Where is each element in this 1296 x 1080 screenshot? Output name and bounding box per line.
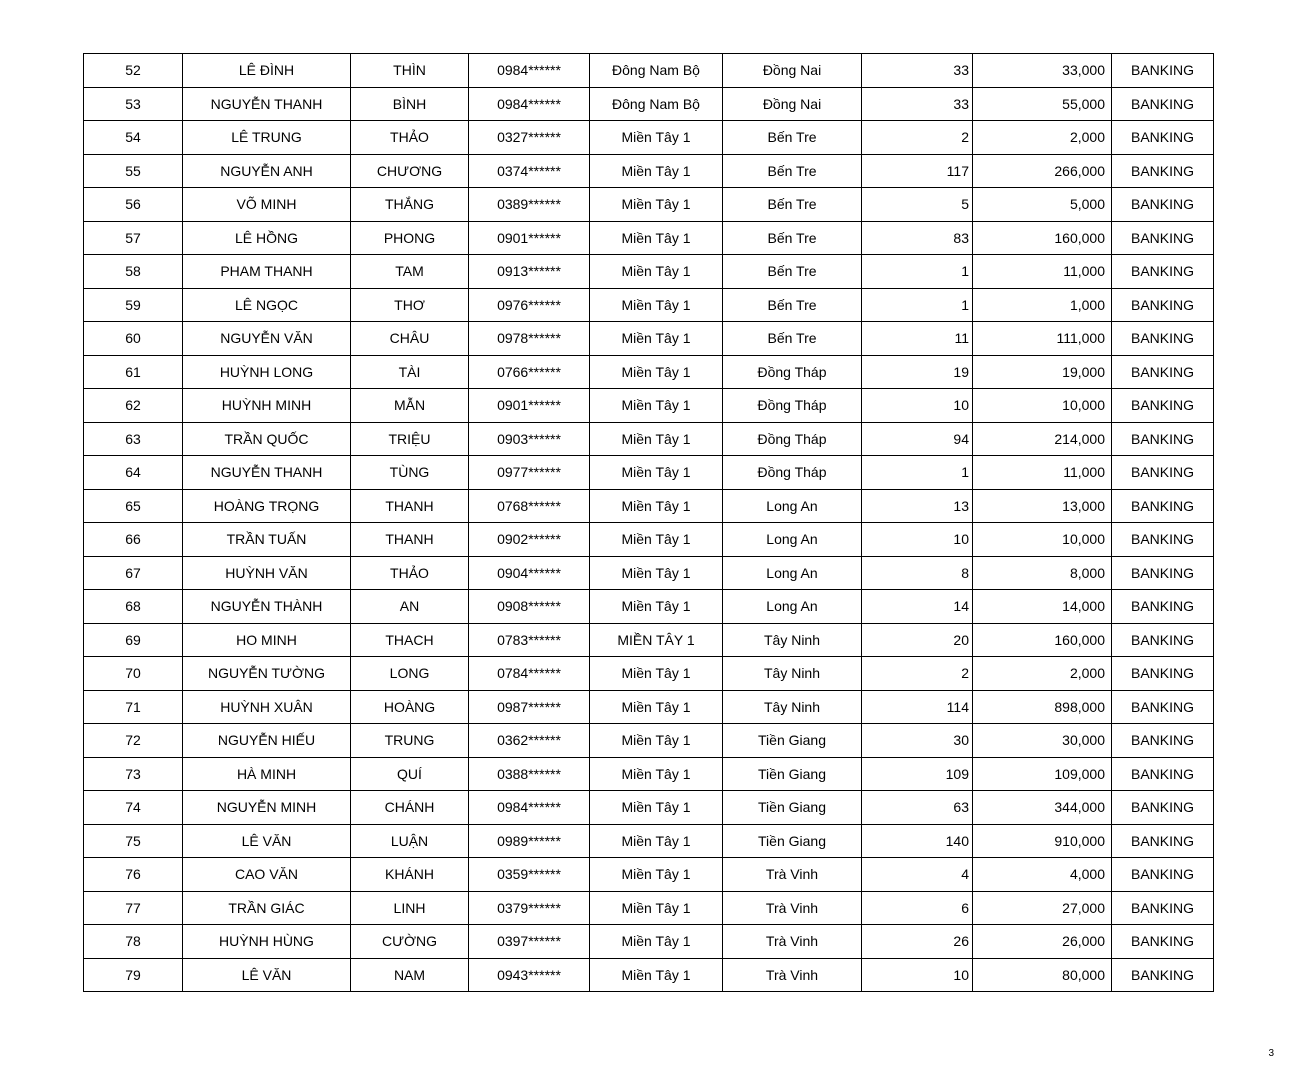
- last-middle-name-cell: LÊ HỒNG: [183, 221, 351, 255]
- row-index-cell: 70: [84, 657, 183, 691]
- last-middle-name-cell: HUỲNH XUÂN: [183, 690, 351, 724]
- last-middle-name-cell: HUỲNH LONG: [183, 355, 351, 389]
- province-cell: Trà Vinh: [723, 925, 862, 959]
- region-cell: Miền Tây 1: [590, 958, 723, 992]
- phone-cell: 0389******: [469, 188, 590, 222]
- first-name-cell: PHONG: [351, 221, 469, 255]
- amount-cell: 5,000: [973, 188, 1112, 222]
- phone-cell: 0397******: [469, 925, 590, 959]
- row-index-cell: 52: [84, 54, 183, 88]
- last-middle-name-cell: NGUYỄN HIẾU: [183, 724, 351, 758]
- amount-cell: 214,000: [973, 422, 1112, 456]
- amount-cell: 14,000: [973, 590, 1112, 624]
- province-cell: Trà Vinh: [723, 891, 862, 925]
- quantity-cell: 10: [862, 958, 973, 992]
- last-middle-name-cell: HOÀNG TRỌNG: [183, 489, 351, 523]
- phone-cell: 0987******: [469, 690, 590, 724]
- first-name-cell: TRUNG: [351, 724, 469, 758]
- quantity-cell: 1: [862, 255, 973, 289]
- row-index-cell: 59: [84, 288, 183, 322]
- amount-cell: 26,000: [973, 925, 1112, 959]
- province-cell: Trà Vinh: [723, 858, 862, 892]
- phone-cell: 0984******: [469, 87, 590, 121]
- row-index-cell: 78: [84, 925, 183, 959]
- first-name-cell: LUẬN: [351, 824, 469, 858]
- province-cell: Tiền Giang: [723, 824, 862, 858]
- province-cell: Tây Ninh: [723, 690, 862, 724]
- payment-method-cell: BANKING: [1112, 757, 1214, 791]
- quantity-cell: 117: [862, 154, 973, 188]
- phone-cell: 0388******: [469, 757, 590, 791]
- amount-cell: 160,000: [973, 623, 1112, 657]
- last-middle-name-cell: NGUYỄN THANH: [183, 456, 351, 490]
- province-cell: Long An: [723, 556, 862, 590]
- amount-cell: 8,000: [973, 556, 1112, 590]
- last-middle-name-cell: TRẦN TUẤN: [183, 523, 351, 557]
- row-index-cell: 63: [84, 422, 183, 456]
- region-cell: Miền Tây 1: [590, 154, 723, 188]
- quantity-cell: 14: [862, 590, 973, 624]
- last-middle-name-cell: TRẦN GIÁC: [183, 891, 351, 925]
- payment-method-cell: BANKING: [1112, 188, 1214, 222]
- first-name-cell: MẪN: [351, 389, 469, 423]
- first-name-cell: CHÁNH: [351, 791, 469, 825]
- payment-method-cell: BANKING: [1112, 489, 1214, 523]
- amount-cell: 898,000: [973, 690, 1112, 724]
- first-name-cell: CHÂU: [351, 322, 469, 356]
- amount-cell: 27,000: [973, 891, 1112, 925]
- phone-cell: 0362******: [469, 724, 590, 758]
- payment-method-cell: BANKING: [1112, 623, 1214, 657]
- row-index-cell: 68: [84, 590, 183, 624]
- region-cell: Đông Nam Bộ: [590, 54, 723, 88]
- table-row: [84, 221, 1214, 255]
- first-name-cell: THẢO: [351, 121, 469, 155]
- province-cell: Tiền Giang: [723, 757, 862, 791]
- phone-cell: 0984******: [469, 791, 590, 825]
- first-name-cell: THÌN: [351, 54, 469, 88]
- region-cell: Miền Tây 1: [590, 657, 723, 691]
- amount-cell: 11,000: [973, 456, 1112, 490]
- last-middle-name-cell: LÊ ĐÌNH: [183, 54, 351, 88]
- table-row: [84, 389, 1214, 423]
- row-index-cell: 62: [84, 389, 183, 423]
- quantity-cell: 94: [862, 422, 973, 456]
- table-row: [84, 489, 1214, 523]
- province-cell: Tây Ninh: [723, 623, 862, 657]
- region-cell: Miền Tây 1: [590, 322, 723, 356]
- quantity-cell: 83: [862, 221, 973, 255]
- payment-method-cell: BANKING: [1112, 456, 1214, 490]
- last-middle-name-cell: NGUYỄN THÀNH: [183, 590, 351, 624]
- quantity-cell: 1: [862, 288, 973, 322]
- province-cell: Đồng Tháp: [723, 389, 862, 423]
- amount-cell: 111,000: [973, 322, 1112, 356]
- row-index-cell: 55: [84, 154, 183, 188]
- table-row: [84, 590, 1214, 624]
- amount-cell: 11,000: [973, 255, 1112, 289]
- phone-cell: 0374******: [469, 154, 590, 188]
- first-name-cell: THẮNG: [351, 188, 469, 222]
- region-cell: Miền Tây 1: [590, 489, 723, 523]
- payment-method-cell: BANKING: [1112, 355, 1214, 389]
- last-middle-name-cell: NGUYỄN VĂN: [183, 322, 351, 356]
- row-index-cell: 53: [84, 87, 183, 121]
- phone-cell: 0768******: [469, 489, 590, 523]
- row-index-cell: 56: [84, 188, 183, 222]
- row-index-cell: 69: [84, 623, 183, 657]
- region-cell: Đông Nam Bộ: [590, 87, 723, 121]
- province-cell: Bến Tre: [723, 288, 862, 322]
- first-name-cell: BÌNH: [351, 87, 469, 121]
- region-cell: Miền Tây 1: [590, 858, 723, 892]
- payment-method-cell: BANKING: [1112, 288, 1214, 322]
- row-index-cell: 64: [84, 456, 183, 490]
- quantity-cell: 8: [862, 556, 973, 590]
- amount-cell: 10,000: [973, 523, 1112, 557]
- amount-cell: 910,000: [973, 824, 1112, 858]
- row-index-cell: 71: [84, 690, 183, 724]
- quantity-cell: 2: [862, 121, 973, 155]
- payment-method-cell: BANKING: [1112, 87, 1214, 121]
- phone-cell: 0766******: [469, 355, 590, 389]
- table-row: [84, 891, 1214, 925]
- payment-method-cell: BANKING: [1112, 958, 1214, 992]
- last-middle-name-cell: HO MINH: [183, 623, 351, 657]
- province-cell: Đồng Tháp: [723, 355, 862, 389]
- quantity-cell: 2: [862, 657, 973, 691]
- payment-method-cell: BANKING: [1112, 590, 1214, 624]
- table-row: [84, 824, 1214, 858]
- row-index-cell: 75: [84, 824, 183, 858]
- quantity-cell: 30: [862, 724, 973, 758]
- payment-method-cell: BANKING: [1112, 154, 1214, 188]
- winners-table: [83, 53, 1214, 992]
- payment-method-cell: BANKING: [1112, 523, 1214, 557]
- region-cell: Miền Tây 1: [590, 556, 723, 590]
- table-row: [84, 690, 1214, 724]
- amount-cell: 2,000: [973, 657, 1112, 691]
- table-row: [84, 322, 1214, 356]
- table-row: [84, 87, 1214, 121]
- region-cell: Miền Tây 1: [590, 255, 723, 289]
- first-name-cell: TÀI: [351, 355, 469, 389]
- payment-method-cell: BANKING: [1112, 690, 1214, 724]
- amount-cell: 80,000: [973, 958, 1112, 992]
- phone-cell: 0976******: [469, 288, 590, 322]
- table-row: [84, 657, 1214, 691]
- quantity-cell: 33: [862, 54, 973, 88]
- last-middle-name-cell: NGUYỄN ANH: [183, 154, 351, 188]
- province-cell: Bến Tre: [723, 255, 862, 289]
- payment-method-cell: BANKING: [1112, 322, 1214, 356]
- province-cell: Long An: [723, 590, 862, 624]
- table-row: [84, 724, 1214, 758]
- region-cell: Miền Tây 1: [590, 724, 723, 758]
- last-middle-name-cell: CAO VĂN: [183, 858, 351, 892]
- quantity-cell: 6: [862, 891, 973, 925]
- last-middle-name-cell: LÊ NGỌC: [183, 288, 351, 322]
- first-name-cell: KHÁNH: [351, 858, 469, 892]
- payment-method-cell: BANKING: [1112, 824, 1214, 858]
- last-middle-name-cell: TRẦN QUỐC: [183, 422, 351, 456]
- table-row: [84, 121, 1214, 155]
- row-index-cell: 77: [84, 891, 183, 925]
- first-name-cell: THƠ: [351, 288, 469, 322]
- last-middle-name-cell: LÊ TRUNG: [183, 121, 351, 155]
- payment-method-cell: BANKING: [1112, 121, 1214, 155]
- phone-cell: 0379******: [469, 891, 590, 925]
- province-cell: Bến Tre: [723, 154, 862, 188]
- first-name-cell: THACH: [351, 623, 469, 657]
- table-row: [84, 523, 1214, 557]
- last-middle-name-cell: NGUYỄN TƯỜNG: [183, 657, 351, 691]
- table-body: [84, 54, 1214, 992]
- payment-method-cell: BANKING: [1112, 255, 1214, 289]
- last-middle-name-cell: NGUYỄN MINH: [183, 791, 351, 825]
- last-middle-name-cell: HÀ MINH: [183, 757, 351, 791]
- region-cell: Miền Tây 1: [590, 389, 723, 423]
- quantity-cell: 19: [862, 355, 973, 389]
- row-index-cell: 60: [84, 322, 183, 356]
- quantity-cell: 10: [862, 523, 973, 557]
- phone-cell: 0904******: [469, 556, 590, 590]
- page-number: 3: [1268, 1048, 1274, 1059]
- first-name-cell: CƯỜNG: [351, 925, 469, 959]
- amount-cell: 109,000: [973, 757, 1112, 791]
- row-index-cell: 58: [84, 255, 183, 289]
- first-name-cell: THẢO: [351, 556, 469, 590]
- first-name-cell: TÙNG: [351, 456, 469, 490]
- row-index-cell: 67: [84, 556, 183, 590]
- region-cell: Miền Tây 1: [590, 456, 723, 490]
- province-cell: Tiền Giang: [723, 791, 862, 825]
- last-middle-name-cell: HUỲNH MINH: [183, 389, 351, 423]
- phone-cell: 0989******: [469, 824, 590, 858]
- row-index-cell: 54: [84, 121, 183, 155]
- province-cell: Đồng Tháp: [723, 456, 862, 490]
- region-cell: Miền Tây 1: [590, 590, 723, 624]
- first-name-cell: TAM: [351, 255, 469, 289]
- province-cell: Đồng Nai: [723, 54, 862, 88]
- amount-cell: 1,000: [973, 288, 1112, 322]
- amount-cell: 10,000: [973, 389, 1112, 423]
- amount-cell: 13,000: [973, 489, 1112, 523]
- phone-cell: 0359******: [469, 858, 590, 892]
- province-cell: Bến Tre: [723, 121, 862, 155]
- table-row: [84, 858, 1214, 892]
- region-cell: Miền Tây 1: [590, 121, 723, 155]
- region-cell: Miền Tây 1: [590, 891, 723, 925]
- table-row: [84, 556, 1214, 590]
- first-name-cell: QUÍ: [351, 757, 469, 791]
- region-cell: Miền Tây 1: [590, 355, 723, 389]
- payment-method-cell: BANKING: [1112, 54, 1214, 88]
- region-cell: Miền Tây 1: [590, 824, 723, 858]
- first-name-cell: LINH: [351, 891, 469, 925]
- table-row: [84, 623, 1214, 657]
- payment-method-cell: BANKING: [1112, 389, 1214, 423]
- phone-cell: 0943******: [469, 958, 590, 992]
- amount-cell: 33,000: [973, 54, 1112, 88]
- amount-cell: 30,000: [973, 724, 1112, 758]
- table-row: [84, 958, 1214, 992]
- phone-cell: 0902******: [469, 523, 590, 557]
- row-index-cell: 61: [84, 355, 183, 389]
- amount-cell: 2,000: [973, 121, 1112, 155]
- table-row: [84, 355, 1214, 389]
- province-cell: Trà Vinh: [723, 958, 862, 992]
- first-name-cell: TRIỆU: [351, 422, 469, 456]
- province-cell: Bến Tre: [723, 221, 862, 255]
- table-row: [84, 791, 1214, 825]
- quantity-cell: 5: [862, 188, 973, 222]
- phone-cell: 0784******: [469, 657, 590, 691]
- amount-cell: 266,000: [973, 154, 1112, 188]
- quantity-cell: 1: [862, 456, 973, 490]
- payment-method-cell: BANKING: [1112, 858, 1214, 892]
- row-index-cell: 79: [84, 958, 183, 992]
- table-row: [84, 757, 1214, 791]
- region-cell: Miền Tây 1: [590, 757, 723, 791]
- last-middle-name-cell: NGUYỄN THANH: [183, 87, 351, 121]
- quantity-cell: 114: [862, 690, 973, 724]
- first-name-cell: THANH: [351, 489, 469, 523]
- last-middle-name-cell: LÊ VĂN: [183, 958, 351, 992]
- amount-cell: 344,000: [973, 791, 1112, 825]
- province-cell: Bến Tre: [723, 322, 862, 356]
- table-row: [84, 54, 1214, 88]
- amount-cell: 55,000: [973, 87, 1112, 121]
- payment-method-cell: BANKING: [1112, 891, 1214, 925]
- table-row: [84, 456, 1214, 490]
- table-row: [84, 154, 1214, 188]
- province-cell: Đồng Nai: [723, 87, 862, 121]
- region-cell: Miền Tây 1: [590, 188, 723, 222]
- payment-method-cell: BANKING: [1112, 556, 1214, 590]
- region-cell: Miền Tây 1: [590, 925, 723, 959]
- quantity-cell: 10: [862, 389, 973, 423]
- row-index-cell: 73: [84, 757, 183, 791]
- phone-cell: 0908******: [469, 590, 590, 624]
- region-cell: Miền Tây 1: [590, 523, 723, 557]
- first-name-cell: CHƯƠNG: [351, 154, 469, 188]
- row-index-cell: 76: [84, 858, 183, 892]
- quantity-cell: 13: [862, 489, 973, 523]
- amount-cell: 4,000: [973, 858, 1112, 892]
- quantity-cell: 33: [862, 87, 973, 121]
- payment-method-cell: BANKING: [1112, 791, 1214, 825]
- table-row: [84, 925, 1214, 959]
- region-cell: Miền Tây 1: [590, 422, 723, 456]
- first-name-cell: HOÀNG: [351, 690, 469, 724]
- province-cell: Long An: [723, 523, 862, 557]
- phone-cell: 0984******: [469, 54, 590, 88]
- region-cell: Miền Tây 1: [590, 221, 723, 255]
- row-index-cell: 66: [84, 523, 183, 557]
- first-name-cell: THANH: [351, 523, 469, 557]
- row-index-cell: 65: [84, 489, 183, 523]
- phone-cell: 0901******: [469, 221, 590, 255]
- phone-cell: 0913******: [469, 255, 590, 289]
- province-cell: Tây Ninh: [723, 657, 862, 691]
- table-row: [84, 288, 1214, 322]
- phone-cell: 0978******: [469, 322, 590, 356]
- table-row: [84, 188, 1214, 222]
- last-middle-name-cell: HUỲNH HÙNG: [183, 925, 351, 959]
- first-name-cell: AN: [351, 590, 469, 624]
- last-middle-name-cell: HUỲNH VĂN: [183, 556, 351, 590]
- quantity-cell: 4: [862, 858, 973, 892]
- payment-method-cell: BANKING: [1112, 422, 1214, 456]
- row-index-cell: 72: [84, 724, 183, 758]
- first-name-cell: LONG: [351, 657, 469, 691]
- amount-cell: 160,000: [973, 221, 1112, 255]
- phone-cell: 0977******: [469, 456, 590, 490]
- quantity-cell: 20: [862, 623, 973, 657]
- quantity-cell: 109: [862, 757, 973, 791]
- region-cell: Miền Tây 1: [590, 288, 723, 322]
- province-cell: Bến Tre: [723, 188, 862, 222]
- quantity-cell: 140: [862, 824, 973, 858]
- province-cell: Đồng Tháp: [723, 422, 862, 456]
- quantity-cell: 26: [862, 925, 973, 959]
- phone-cell: 0901******: [469, 389, 590, 423]
- payment-method-cell: BANKING: [1112, 657, 1214, 691]
- province-cell: Tiền Giang: [723, 724, 862, 758]
- region-cell: Miền Tây 1: [590, 690, 723, 724]
- payment-method-cell: BANKING: [1112, 724, 1214, 758]
- payment-method-cell: BANKING: [1112, 925, 1214, 959]
- amount-cell: 19,000: [973, 355, 1112, 389]
- quantity-cell: 63: [862, 791, 973, 825]
- phone-cell: 0783******: [469, 623, 590, 657]
- payment-method-cell: BANKING: [1112, 221, 1214, 255]
- region-cell: Miền Tây 1: [590, 791, 723, 825]
- last-middle-name-cell: PHAM THANH: [183, 255, 351, 289]
- table-row: [84, 255, 1214, 289]
- last-middle-name-cell: VÕ MINH: [183, 188, 351, 222]
- quantity-cell: 11: [862, 322, 973, 356]
- table-row: [84, 422, 1214, 456]
- first-name-cell: NAM: [351, 958, 469, 992]
- region-cell: MIỀN TÂY 1: [590, 623, 723, 657]
- last-middle-name-cell: LÊ VĂN: [183, 824, 351, 858]
- province-cell: Long An: [723, 489, 862, 523]
- row-index-cell: 74: [84, 791, 183, 825]
- phone-cell: 0327******: [469, 121, 590, 155]
- row-index-cell: 57: [84, 221, 183, 255]
- phone-cell: 0903******: [469, 422, 590, 456]
